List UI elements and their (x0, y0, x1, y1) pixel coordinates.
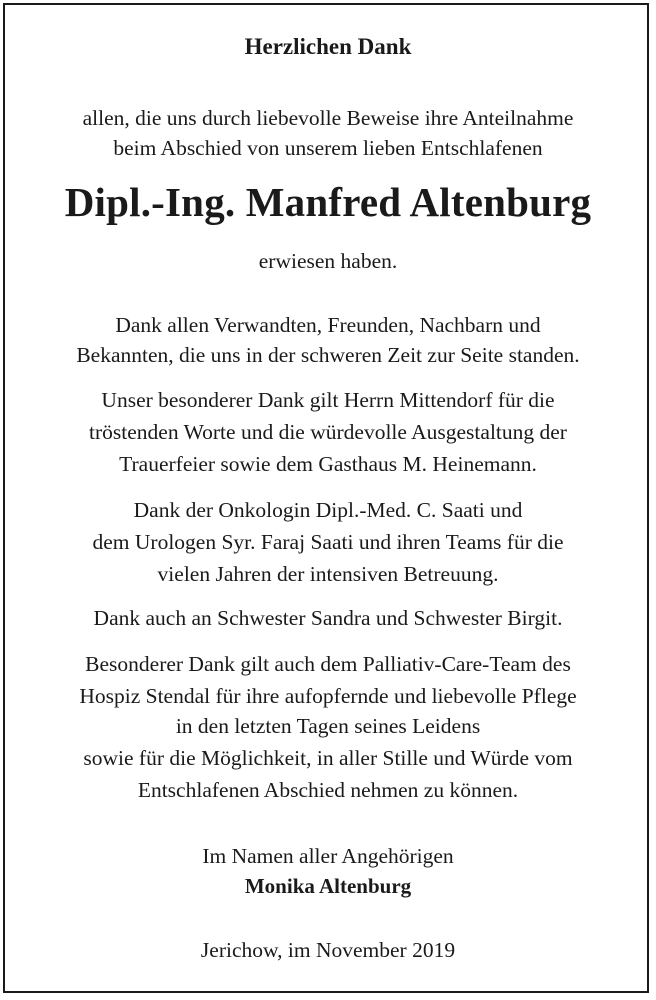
paragraph-3-line-3: vielen Jahren der intensiven Betreuung. (157, 562, 499, 586)
paragraph-2-line-3: Trauerfeier sowie dem Gasthaus M. Heinemann. (119, 452, 537, 476)
signature-name: Monika Altenburg (244, 874, 412, 898)
signature-line: Im Namen aller Angehörigen (202, 844, 454, 868)
paragraph-2-line-1: Unser besonderer Dank gilt Herrn Mittendorf für die (101, 388, 555, 412)
intro-end: erwiesen haben. (258, 249, 398, 273)
intro-line-1: allen, die uns durch liebevolle Beweise ihre Anteilnahme (82, 106, 574, 130)
deceased-name: Dipl.-Ing. Manfred Altenburg (64, 179, 592, 225)
paragraph-1-line-2: Bekannten, die uns in der schweren Zeit zur Seite standen. (76, 343, 580, 367)
notice-heading: Herzlichen Dank (244, 34, 412, 59)
paragraph-5-line-4: sowie für die Möglichkeit, in aller Stille und Würde vom (83, 746, 573, 770)
paragraph-5-line-1: Besonderer Dank gilt auch dem Palliativ-Care-Team des (85, 652, 571, 676)
paragraph-1-line-1: Dank allen Verwandten, Freunden, Nachbarn und (115, 313, 541, 337)
intro-line-2: beim Abschied von unserem lieben Entschlafenen (113, 136, 543, 160)
paragraph-3-line-1: Dank der Onkologin Dipl.-Med. C. Saati und (133, 498, 523, 522)
paragraph-5-line-3: in den letzten Tagen seines Leidens (175, 714, 481, 738)
place-date: Jerichow, im November 2019 (200, 938, 456, 962)
paragraph-5-line-5: Entschlafenen Abschied nehmen zu können. (137, 778, 519, 802)
paragraph-4-line-1: Dank auch an Schwester Sandra und Schwester Birgit. (93, 606, 563, 630)
paragraph-3-line-2: dem Urologen Syr. Faraj Saati und ihren Teams für die (92, 530, 564, 554)
paragraph-2-line-2: tröstenden Worte und die würdevolle Ausgestaltung der (89, 420, 567, 444)
paragraph-5-line-2: Hospiz Stendal für ihre aufopfernde und liebevolle Pflege (79, 684, 577, 708)
